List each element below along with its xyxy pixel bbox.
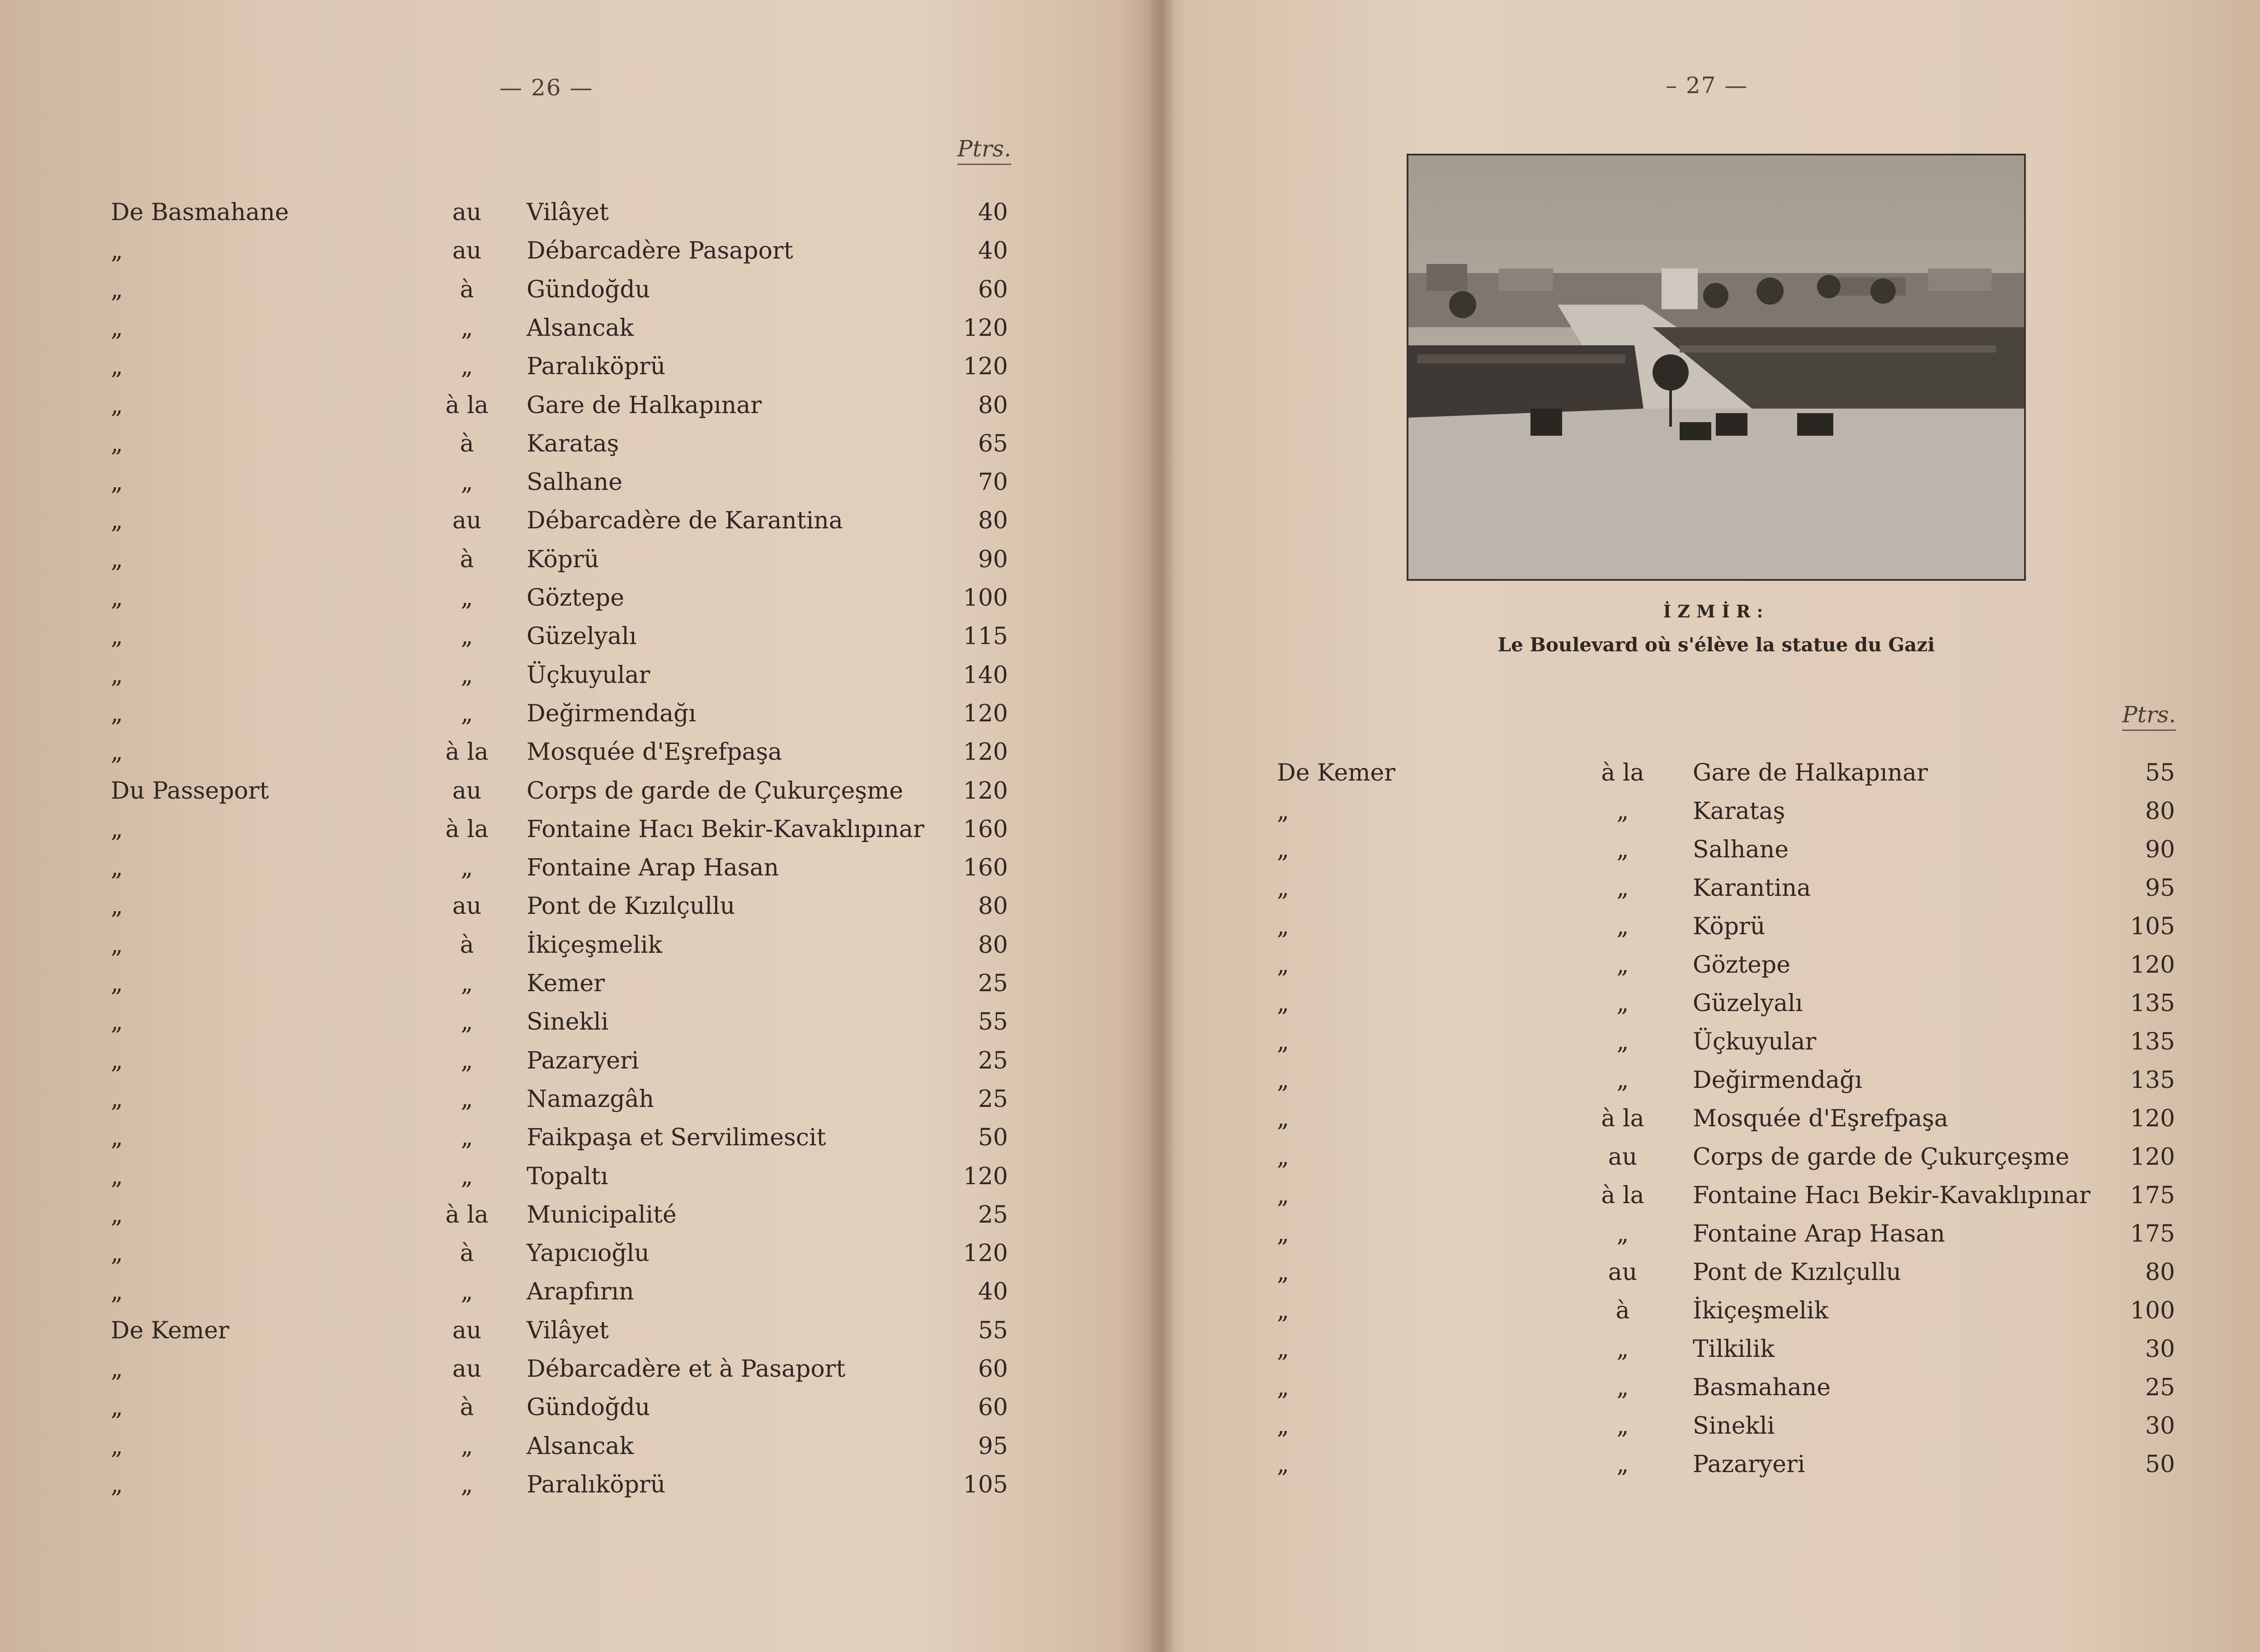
preposition-cell: au (452, 199, 482, 226)
currency-header: Ptrs. (2122, 701, 2176, 731)
preposition-cell: au (452, 1355, 482, 1383)
destination-cell: Alsancak (527, 1432, 634, 1460)
origin-cell: „ (111, 237, 123, 265)
price-cell: 60 (978, 1394, 1008, 1421)
destination-cell: Fontaine Hacı Bekir-Kavaklıpınar (1693, 1182, 2090, 1209)
destination-cell: Gare de Halkapınar (1693, 759, 1928, 786)
price-cell: 25 (978, 970, 1008, 997)
origin-cell: „ (1277, 1105, 1289, 1132)
destination-cell: Mosquée d'Eşrefpaşa (527, 739, 782, 766)
destination-cell: Débarcadère et à Pasaport (527, 1355, 846, 1383)
preposition-cell: „ (1616, 951, 1629, 979)
destination-cell: Pazaryeri (527, 1047, 639, 1074)
preposition-cell: au (1608, 1144, 1638, 1171)
preposition-cell: à la (1601, 1105, 1644, 1132)
origin-cell: „ (1277, 1374, 1289, 1401)
destination-cell: Değirmendağı (527, 700, 697, 727)
destination-cell: Üçkuyular (527, 661, 650, 689)
destination-cell: Gündoğdu (527, 1394, 650, 1421)
destination-cell: Köprü (527, 546, 599, 573)
price-cell: 120 (963, 777, 1008, 805)
price-cell: 120 (963, 700, 1008, 727)
price-cell: 60 (978, 1355, 1008, 1383)
price-cell: 90 (2145, 836, 2175, 863)
price-cell: 50 (978, 1124, 1008, 1152)
destination-cell: Vilâyet (527, 1317, 609, 1344)
destination-cell: Üçkuyular (1693, 1028, 1817, 1055)
origin-cell: „ (1277, 990, 1289, 1017)
price-cell: 25 (978, 1201, 1008, 1228)
origin-cell: „ (111, 276, 123, 303)
origin-cell: „ (1277, 1028, 1289, 1055)
destination-cell: Salhane (527, 469, 623, 496)
destination-cell: Pont de Kızılçullu (1693, 1259, 1902, 1286)
destination-cell: Municipalité (527, 1201, 677, 1228)
origin-cell: „ (111, 469, 123, 496)
preposition-cell: à (460, 430, 474, 457)
preposition-cell: „ (1616, 1451, 1629, 1478)
price-cell: 115 (963, 623, 1008, 650)
price-cell: 120 (963, 1240, 1008, 1267)
preposition-cell: „ (1616, 1220, 1629, 1247)
price-cell: 80 (978, 391, 1008, 419)
preposition-cell: „ (1616, 836, 1629, 863)
origin-cell: De Kemer (111, 1317, 230, 1344)
price-cell: 55 (978, 1008, 1008, 1036)
preposition-cell: „ (1616, 1374, 1629, 1401)
price-cell: 60 (978, 276, 1008, 303)
price-cell: 160 (963, 815, 1008, 843)
destination-cell: Karantina (1693, 875, 1811, 902)
price-cell: 100 (2130, 1297, 2175, 1324)
destination-cell: Débarcadère Pasaport (527, 237, 793, 265)
price-cell: 120 (2130, 951, 2175, 979)
preposition-cell: „ (1616, 875, 1629, 902)
price-cell: 25 (978, 1085, 1008, 1113)
price-cell: 40 (978, 199, 1008, 226)
destination-cell: Mosquée d'Eşrefpaşa (1693, 1105, 1949, 1132)
destination-cell: Sinekli (1693, 1412, 1775, 1440)
preposition-cell: „ (1616, 913, 1629, 940)
price-cell: 120 (963, 1163, 1008, 1190)
origin-cell: „ (1277, 1297, 1289, 1324)
photograph-icon (1408, 155, 2024, 579)
price-cell: 120 (963, 314, 1008, 342)
price-cell: 135 (2130, 1028, 2175, 1055)
preposition-cell: à la (445, 739, 489, 766)
destination-cell: Kemer (527, 970, 605, 997)
destination-cell: Göztepe (527, 584, 624, 612)
preposition-cell: au (1608, 1259, 1638, 1286)
price-cell: 120 (2130, 1105, 2175, 1132)
destination-cell: Karataş (1693, 798, 1785, 825)
preposition-cell: „ (461, 661, 473, 689)
price-cell: 120 (2130, 1144, 2175, 1171)
price-cell: 80 (2145, 798, 2175, 825)
origin-cell: „ (111, 700, 123, 727)
preposition-cell: „ (461, 1278, 473, 1306)
destination-cell: Yapıcıoğlu (527, 1240, 650, 1267)
destination-cell: Pont de Kızılçullu (527, 893, 735, 920)
destination-cell: Gare de Halkapınar (527, 391, 762, 419)
preposition-cell: à la (1601, 759, 1644, 786)
destination-cell: Tilkilik (1693, 1336, 1775, 1363)
preposition-cell: au (452, 507, 482, 535)
origin-cell: „ (111, 1471, 123, 1498)
price-cell: 25 (2145, 1374, 2175, 1401)
origin-cell: „ (111, 353, 123, 381)
preposition-cell: à la (445, 815, 489, 843)
price-cell: 135 (2130, 990, 2175, 1017)
price-cell: 80 (978, 893, 1008, 920)
price-cell: 55 (978, 1317, 1008, 1344)
origin-cell: „ (111, 1008, 123, 1036)
destination-cell: Fontaine Hacı Bekir-Kavaklıpınar (527, 815, 924, 843)
preposition-cell: à la (1601, 1182, 1644, 1209)
price-cell: 90 (978, 546, 1008, 573)
origin-cell: „ (111, 815, 123, 843)
preposition-cell: „ (1616, 1028, 1629, 1055)
destination-cell: Corps de garde de Çukurçeşme (1693, 1144, 2070, 1171)
price-cell: 105 (2130, 913, 2175, 940)
origin-cell: „ (111, 391, 123, 419)
preposition-cell: à la (445, 391, 489, 419)
preposition-cell: „ (1616, 990, 1629, 1017)
origin-cell: „ (1277, 1412, 1289, 1440)
preposition-cell: à (460, 1240, 474, 1267)
origin-cell: „ (111, 854, 123, 882)
origin-cell: „ (111, 970, 123, 997)
origin-cell: „ (111, 623, 123, 650)
origin-cell: De Basmahane (111, 199, 289, 226)
preposition-cell: à (460, 1394, 474, 1421)
preposition-cell: „ (1616, 1412, 1629, 1440)
photo-caption: Le Boulevard où s'élève la statue du Gazi (1497, 634, 1935, 656)
preposition-cell: à (460, 276, 474, 303)
destination-cell: Karataş (527, 430, 619, 457)
page-number: – 27 — (1666, 72, 1748, 99)
preposition-cell: „ (461, 1163, 473, 1190)
preposition-cell: au (452, 893, 482, 920)
price-cell: 120 (963, 353, 1008, 381)
destination-cell: Salhane (1693, 836, 1789, 863)
origin-cell: „ (1277, 1336, 1289, 1363)
origin-cell: „ (111, 1355, 123, 1383)
origin-cell: „ (111, 507, 123, 535)
preposition-cell: „ (461, 584, 473, 612)
destination-cell: Fontaine Arap Hasan (527, 854, 779, 882)
photo-caption-title: İZMİR: (1663, 601, 1770, 621)
price-cell: 160 (963, 854, 1008, 882)
price-cell: 135 (2130, 1067, 2175, 1094)
price-cell: 175 (2130, 1220, 2175, 1247)
preposition-cell: „ (461, 970, 473, 997)
preposition-cell: „ (461, 469, 473, 496)
price-cell: 80 (2145, 1259, 2175, 1286)
preposition-cell: „ (461, 1008, 473, 1036)
destination-cell: Arapfırın (527, 1278, 634, 1306)
price-cell: 40 (978, 237, 1008, 265)
preposition-cell: „ (461, 1124, 473, 1152)
origin-cell: Du Passeport (111, 777, 269, 805)
origin-cell: „ (1277, 1144, 1289, 1171)
origin-cell: „ (1277, 1067, 1289, 1094)
destination-cell: İkiçeşmelik (527, 931, 663, 959)
price-cell: 120 (963, 739, 1008, 766)
price-cell: 50 (2145, 1451, 2175, 1478)
boulevard-photograph (1407, 154, 2026, 581)
destination-cell: Corps de garde de Çukurçeşme (527, 777, 904, 805)
destination-cell: Pazaryeri (1693, 1451, 1805, 1478)
preposition-cell: au (452, 1317, 482, 1344)
origin-cell: „ (111, 931, 123, 959)
destination-cell: Paralıköprü (527, 353, 666, 381)
preposition-cell: „ (461, 1471, 473, 1498)
preposition-cell: à (1615, 1297, 1630, 1324)
destination-cell: Fontaine Arap Hasan (1693, 1220, 1945, 1247)
origin-cell: „ (111, 1047, 123, 1074)
origin-cell: „ (1277, 1259, 1289, 1286)
price-cell: 105 (963, 1471, 1008, 1498)
destination-cell: Güzelyalı (527, 623, 637, 650)
origin-cell: „ (111, 546, 123, 573)
origin-cell: „ (1277, 1451, 1289, 1478)
origin-cell: „ (1277, 875, 1289, 902)
preposition-cell: „ (461, 314, 473, 342)
origin-cell: „ (1277, 913, 1289, 940)
destination-cell: Paralıköprü (527, 1471, 666, 1498)
price-cell: 95 (978, 1432, 1008, 1460)
preposition-cell: „ (1616, 1067, 1629, 1094)
price-cell: 140 (963, 661, 1008, 689)
destination-cell: Köprü (1693, 913, 1766, 940)
price-cell: 55 (2145, 759, 2175, 786)
destination-cell: Güzelyalı (1693, 990, 1803, 1017)
preposition-cell: „ (461, 1085, 473, 1113)
origin-cell: „ (111, 1278, 123, 1306)
price-cell: 25 (978, 1047, 1008, 1074)
preposition-cell: „ (461, 1047, 473, 1074)
origin-cell: „ (111, 1085, 123, 1113)
destination-cell: Débarcadère de Karantina (527, 507, 843, 535)
price-cell: 95 (2145, 875, 2175, 902)
preposition-cell: à (460, 546, 474, 573)
origin-cell: „ (1277, 798, 1289, 825)
preposition-cell: „ (461, 854, 473, 882)
destination-cell: Sinekli (527, 1008, 609, 1036)
price-cell: 40 (978, 1278, 1008, 1306)
destination-cell: Göztepe (1693, 951, 1790, 979)
preposition-cell: à la (445, 1201, 489, 1228)
origin-cell: „ (1277, 836, 1289, 863)
destination-cell: Vilâyet (527, 199, 609, 226)
origin-cell: „ (111, 1201, 123, 1228)
origin-cell: „ (111, 314, 123, 342)
origin-cell: „ (1277, 1182, 1289, 1209)
page-number: — 26 — (499, 75, 593, 101)
destination-cell: Basmahane (1693, 1374, 1831, 1401)
origin-cell: „ (111, 661, 123, 689)
preposition-cell: „ (461, 623, 473, 650)
currency-header: Ptrs. (957, 136, 1011, 165)
preposition-cell: „ (461, 1432, 473, 1460)
origin-cell: „ (1277, 951, 1289, 979)
destination-cell: Topaltı (527, 1163, 608, 1190)
origin-cell: „ (1277, 1220, 1289, 1247)
preposition-cell: au (452, 237, 482, 265)
destination-cell: Namazgâh (527, 1085, 654, 1113)
origin-cell: „ (111, 1240, 123, 1267)
price-cell: 80 (978, 507, 1008, 535)
preposition-cell: „ (461, 700, 473, 727)
origin-cell: De Kemer (1277, 759, 1396, 786)
price-cell: 65 (978, 430, 1008, 457)
origin-cell: „ (111, 1394, 123, 1421)
price-cell: 175 (2130, 1182, 2175, 1209)
preposition-cell: „ (1616, 798, 1629, 825)
origin-cell: „ (111, 1163, 123, 1190)
origin-cell: „ (111, 1124, 123, 1152)
origin-cell: „ (111, 584, 123, 612)
origin-cell: „ (111, 430, 123, 457)
preposition-cell: „ (461, 353, 473, 381)
destination-cell: Değirmendağı (1693, 1067, 1863, 1094)
origin-cell: „ (111, 1432, 123, 1460)
preposition-cell: à (460, 931, 474, 959)
origin-cell: „ (111, 893, 123, 920)
destination-cell: Gündoğdu (527, 276, 650, 303)
price-cell: 70 (978, 469, 1008, 496)
price-cell: 30 (2145, 1336, 2175, 1363)
origin-cell: „ (111, 739, 123, 766)
price-cell: 30 (2145, 1412, 2175, 1440)
destination-cell: İkiçeşmelik (1693, 1297, 1829, 1324)
preposition-cell: „ (1616, 1336, 1629, 1363)
preposition-cell: au (452, 777, 482, 805)
destination-cell: Faikpaşa et Servilimescit (527, 1124, 826, 1152)
price-cell: 100 (963, 584, 1008, 612)
price-cell: 80 (978, 931, 1008, 959)
destination-cell: Alsancak (527, 314, 634, 342)
